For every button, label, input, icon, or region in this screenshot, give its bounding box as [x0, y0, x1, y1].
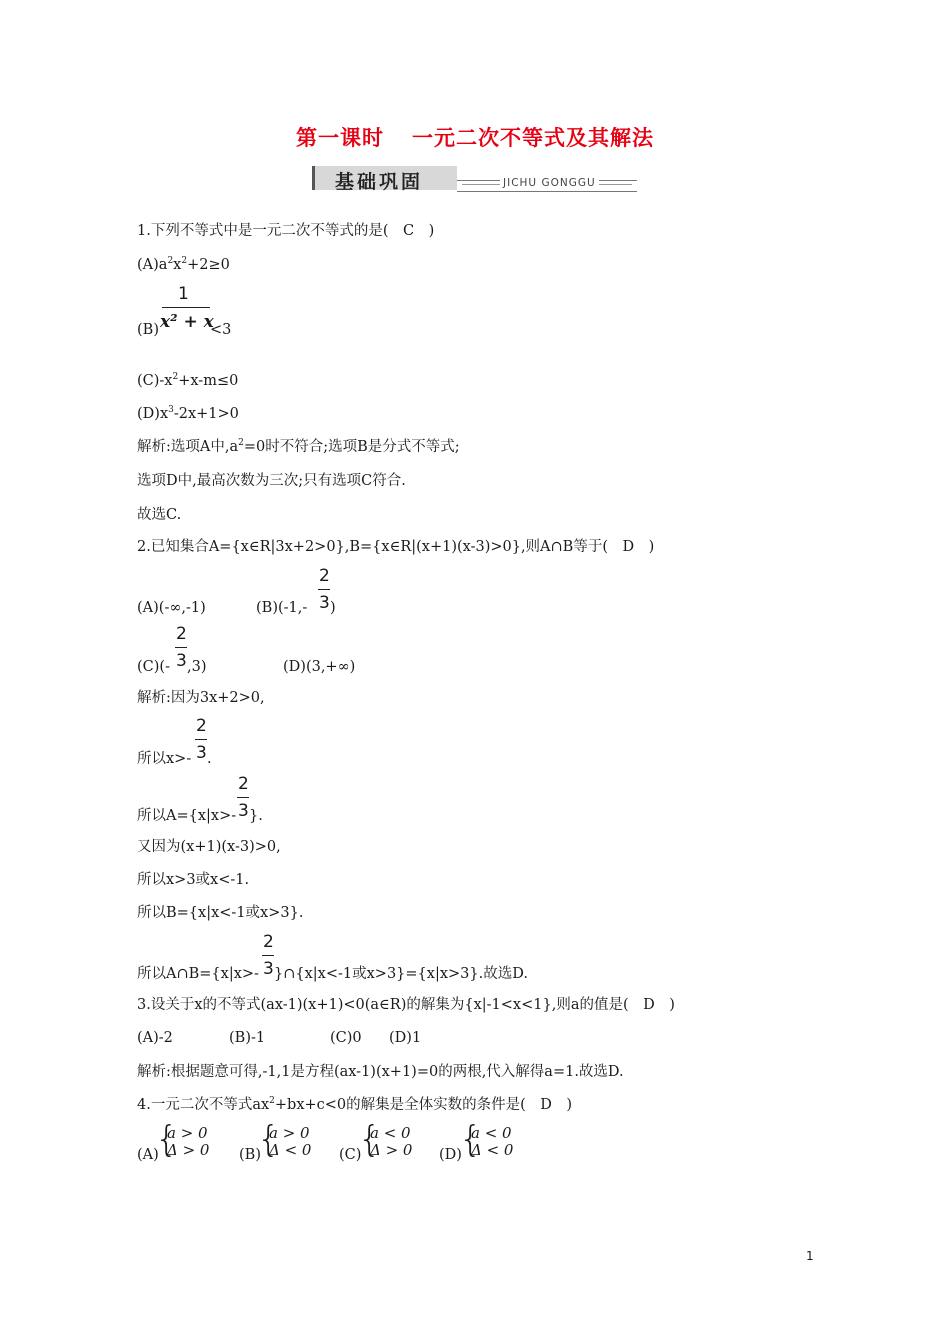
q2-c-pre: (C)(-: [137, 659, 170, 675]
q4-d-system: [471, 1125, 513, 1159]
q2-a2-frac-bar: [195, 739, 207, 740]
q4-b-line1: a > 0: [269, 1124, 310, 1142]
q2-a7-frac-num: 2: [263, 932, 274, 952]
q2-b-pre: (B)(-1,-: [256, 600, 308, 616]
banner-label: 基础巩固: [335, 171, 424, 193]
q1-a-post: +2≥0: [187, 257, 230, 273]
q2-a3-post: }.: [249, 808, 263, 824]
q1-ana-post: =0时不符合;选项B是分式不等式;: [243, 439, 460, 455]
q2-a7-pre: 所以A∩B={x|x>-: [137, 966, 259, 982]
q1-d-pre: (D)x: [137, 406, 169, 422]
sup: 2: [238, 438, 244, 448]
q4-a-label: (A): [137, 1147, 159, 1163]
q4-c-system: [370, 1125, 412, 1159]
q4-a-line2: Δ > 0: [167, 1141, 210, 1159]
q2-a3-frac-bar: [237, 797, 249, 798]
q1-b-numerator: 1: [178, 284, 189, 304]
q3-option-a: (A)-2: [137, 1030, 173, 1046]
banner-box: [312, 166, 457, 193]
q1-a-mid: x: [173, 257, 182, 273]
q2-a2-frac-den: 3: [196, 743, 207, 763]
q2-c-frac-den: 3: [176, 651, 187, 671]
brace-icon: {: [358, 1119, 381, 1160]
q2-analysis-5: 所以x>3或x<-1.: [137, 872, 250, 888]
q3-option-c: (C)0: [330, 1030, 362, 1046]
q1-c-pre: (C)-x: [137, 373, 173, 389]
q4-c-label: (C): [339, 1147, 362, 1163]
q2-a3-frac-den: 3: [238, 801, 249, 821]
q1-d-post: -2x+1>0: [173, 406, 239, 422]
brace-icon: {: [155, 1119, 178, 1160]
q2-a7-frac-den: 3: [263, 959, 274, 979]
q4-d-label: (D): [439, 1147, 462, 1163]
q4-d-line1: a < 0: [471, 1124, 512, 1142]
q4-c-line1: a < 0: [370, 1124, 411, 1142]
q4-a-line1: a > 0: [167, 1124, 208, 1142]
q3-analysis: 解析:根据题意可得,-1,1是方程(ax-1)(x+1)=0的两根,代入解得a=1.故选D.: [137, 1064, 624, 1080]
q1-analysis-3: 故选C.: [137, 507, 182, 523]
q2-b-frac-den: 3: [319, 593, 330, 613]
q2-stem: 2.已知集合A={x∈R|3x+2>0},B={x∈R|(x+1)(x-3)>0},则A∩B等于( D ): [137, 539, 655, 555]
q1-option-a: [137, 255, 230, 275]
q1-analysis-1: [137, 437, 460, 457]
page-number: 1: [806, 1249, 814, 1263]
sup: 2: [172, 372, 179, 382]
q2-a3-pre: 所以A={x|x>-: [137, 808, 237, 824]
q1-option-c: [137, 371, 238, 391]
banner-english: JICHU GONGGU: [500, 177, 599, 189]
q4-d-line2: Δ < 0: [471, 1141, 514, 1159]
q2-b-post: ): [330, 600, 336, 616]
sup: 3: [168, 405, 174, 415]
q2-a3-frac-num: 2: [238, 774, 249, 794]
q1-b-label: (B): [137, 322, 159, 338]
q2-option-d: (D)(3,+∞): [283, 659, 356, 675]
q2-b-frac-num: 2: [319, 566, 330, 586]
sup: 2: [181, 256, 188, 266]
q2-c-post: ,3): [187, 659, 207, 675]
sup: 2: [269, 1096, 275, 1106]
q4-b-system: [269, 1125, 311, 1159]
q1-c-post: +x-m≤0: [178, 373, 239, 389]
q2-analysis-4: 又因为(x+1)(x-3)>0,: [137, 839, 281, 855]
lesson-title: [0, 122, 950, 152]
q4-stem-pre: 4.一元二次不等式ax: [137, 1097, 270, 1113]
q2-a2-post: .: [207, 751, 212, 767]
q2-analysis-1: 解析:因为3x+2>0,: [137, 690, 265, 706]
title-topic: 一元二次不等式及其解法: [412, 125, 654, 150]
q4-b-label: (B): [239, 1147, 261, 1163]
q1-ana-pre: 解析:选项A中,a: [137, 439, 239, 455]
q3-option-d: (D)1: [389, 1030, 422, 1046]
q1-a-pre: (A)a: [137, 257, 168, 273]
q2-a2-frac-num: 2: [196, 716, 207, 736]
q1-b-denominator: x² + x: [160, 312, 214, 332]
q1-stem: 1.下列不等式中是一元二次不等式的是( C ): [137, 223, 435, 239]
q2-option-a: (A)(-∞,-1): [137, 600, 206, 616]
q3-option-b: (B)-1: [229, 1030, 266, 1046]
q2-c-frac-num: 2: [176, 624, 187, 644]
q1-option-d: [137, 404, 239, 424]
q2-a7-frac-bar: [262, 955, 274, 956]
q4-stem: [137, 1095, 572, 1115]
q4-b-line2: Δ < 0: [269, 1141, 312, 1159]
q2-b-frac-bar: [318, 589, 330, 590]
q4-a-system: [167, 1125, 209, 1159]
q2-c-frac-bar: [175, 647, 187, 648]
q4-c-line2: Δ > 0: [370, 1141, 413, 1159]
q2-analysis-6: 所以B={x|x<-1或x>3}.: [137, 905, 304, 921]
q1-analysis-2: 选项D中,最高次数为三次;只有选项C符合.: [137, 473, 406, 489]
q2-a2-pre: 所以x>-: [137, 751, 192, 767]
brace-icon: {: [257, 1119, 280, 1160]
q1-b-tail: <3: [210, 322, 232, 338]
q4-stem-post: +bx+c<0的解集是全体实数的条件是( D ): [274, 1097, 573, 1113]
title-lesson-number: 第一课时: [296, 125, 384, 150]
q2-a7-post: }∩{x|x<-1或x>3}={x|x>3}.故选D.: [274, 966, 528, 982]
sup: 2: [167, 256, 174, 266]
q3-stem: 3.设关于x的不等式(ax-1)(x+1)<0(a∈R)的解集为{x|-1<x<1},则a的值是( D ): [137, 997, 675, 1013]
section-banner: [312, 166, 637, 192]
q1-b-fraction-bar: [162, 307, 210, 308]
brace-icon: {: [459, 1119, 482, 1160]
